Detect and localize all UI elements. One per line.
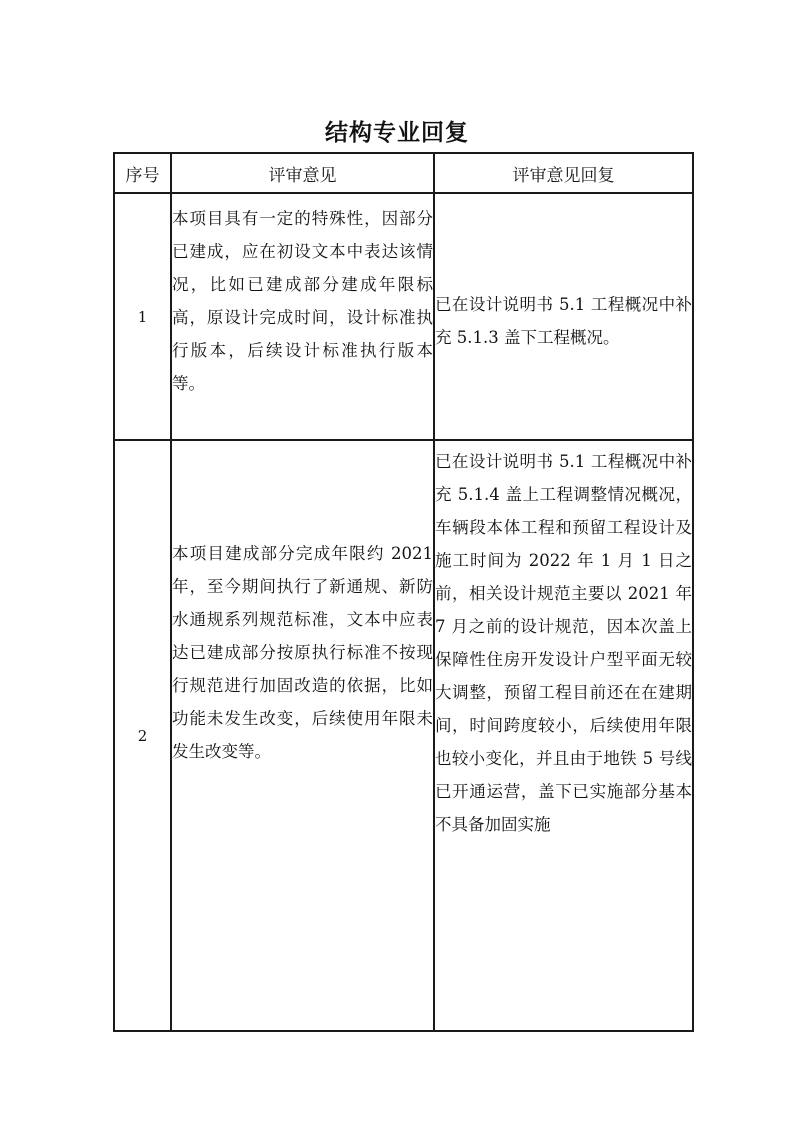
review-table — [113, 152, 694, 1032]
review-reply-cell — [434, 440, 693, 1031]
review-reply: 已在设计说明书 5.1 工程概况中补充 5.1.4 盖上工程调整情况概况，车辆段本体工程和预留工程设计及施工时间为 2022 年 1 月 1 日之前，相关设计规范主要以 2021 年 7 月之前的设计规范，因本次盖上保障性住房开发设计户型平面无较大调整，预留工程目前还在在建期间，时间跨度较小，后续使用年限也较小变化，并且由于地铁 5 号线已开通运营，盖下已实施部分基本不具备加固实施 — [435, 452, 692, 834]
page-title: 结构专业回复 — [325, 120, 469, 146]
header-comment: 评审意见 — [171, 153, 434, 193]
table-row — [114, 440, 693, 1031]
header-reply: 评审意见回复 — [434, 153, 693, 193]
review-comment-cell — [171, 440, 434, 1031]
review-reply: 已在设计说明书 5.1 工程概况中补充 5.1.3 盖下工程概况。 — [435, 294, 692, 347]
header-num: 序号 — [114, 153, 171, 193]
row-number: 1 — [114, 193, 171, 440]
row-number: 2 — [114, 440, 171, 1031]
review-reply-cell — [434, 193, 693, 440]
review-comment-cell — [171, 193, 434, 440]
review-comment: 本项目具有一定的特殊性，因部分已建成，应在初设文本中表达该情况，比如已建成部分建成年限标高，原设计完成时间，设计标准执行版本，后续设计标准执行版本等。 — [172, 209, 433, 393]
table-row — [114, 193, 693, 440]
table-header-row — [114, 153, 693, 193]
review-comment: 本项目建成部分完成年限约 2021 年，至今期间执行了新通规、新防水通规系列规范标准，文本中应表达已建成部分按原执行标准不按现行规范进行加固改造的依据，比如功能未发生改变，后续使用年限未发生改变等。 — [172, 544, 433, 761]
